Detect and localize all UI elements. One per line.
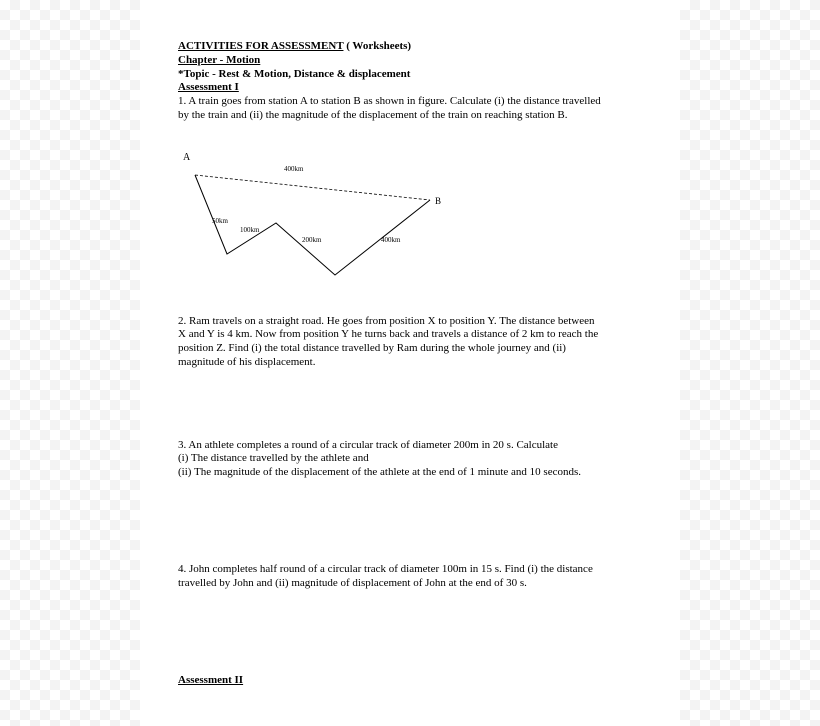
q3-line-3: (ii) The magnitude of the displacement of the athlete at the end of 1 minute and 10 seconds. <box>178 466 582 478</box>
label-b: B <box>435 196 442 206</box>
assessment-1-heading: Assessment I <box>178 81 239 93</box>
label-a: A <box>183 152 191 163</box>
label-segment-1: 50km <box>212 217 228 225</box>
label-top-distance: 400km <box>284 165 304 173</box>
title-main: ACTIVITIES FOR ASSESSMENT <box>178 40 344 52</box>
q1-line-2: by the train and (ii) the magnitude of the displacement of the train on reaching station B. <box>178 109 568 121</box>
chapter-heading: Chapter - Motion <box>178 54 261 66</box>
q2-line-1: 2. Ram travels on a straight road. He goes from position X to position Y. The distance between <box>178 315 595 327</box>
title-suffix: ( Worksheets) <box>343 40 412 52</box>
label-segment-2: 100km <box>240 226 260 234</box>
assessment-2-heading: Assessment II <box>178 674 244 686</box>
label-segment-4: 400km <box>381 236 401 244</box>
topic-heading: *Topic - Rest & Motion, Distance & displacement <box>178 68 411 80</box>
q2-line-4: magnitude of his displacement. <box>178 356 316 368</box>
q4-line-2: travelled by John and (ii) magnitude of displacement of John at the end of 30 s. <box>178 577 527 589</box>
q2-line-3: position Z. Find (i) the total distance travelled by Ram during the whole journey and (ii) <box>178 342 566 354</box>
q3-line-1: 3. An athlete completes a round of a circular track of diameter 200m in 20 s. Calculate <box>178 439 558 451</box>
worksheet-title <box>178 40 411 53</box>
q2-line-2: X and Y is 4 km. Now from position Y he turns back and travels a distance of 2 km to reach the <box>178 328 599 340</box>
q4-line-1: 4. John completes half round of a circular track of diameter 100m in 15 s. Find (i) the distance <box>178 563 593 575</box>
label-segment-3: 200km <box>302 236 322 244</box>
q1-line-1: 1. A train goes from station A to station B as shown in figure. Calculate (i) the distance travelled <box>178 95 601 107</box>
q3-line-2: (i) The distance travelled by the athlete and <box>178 452 369 464</box>
